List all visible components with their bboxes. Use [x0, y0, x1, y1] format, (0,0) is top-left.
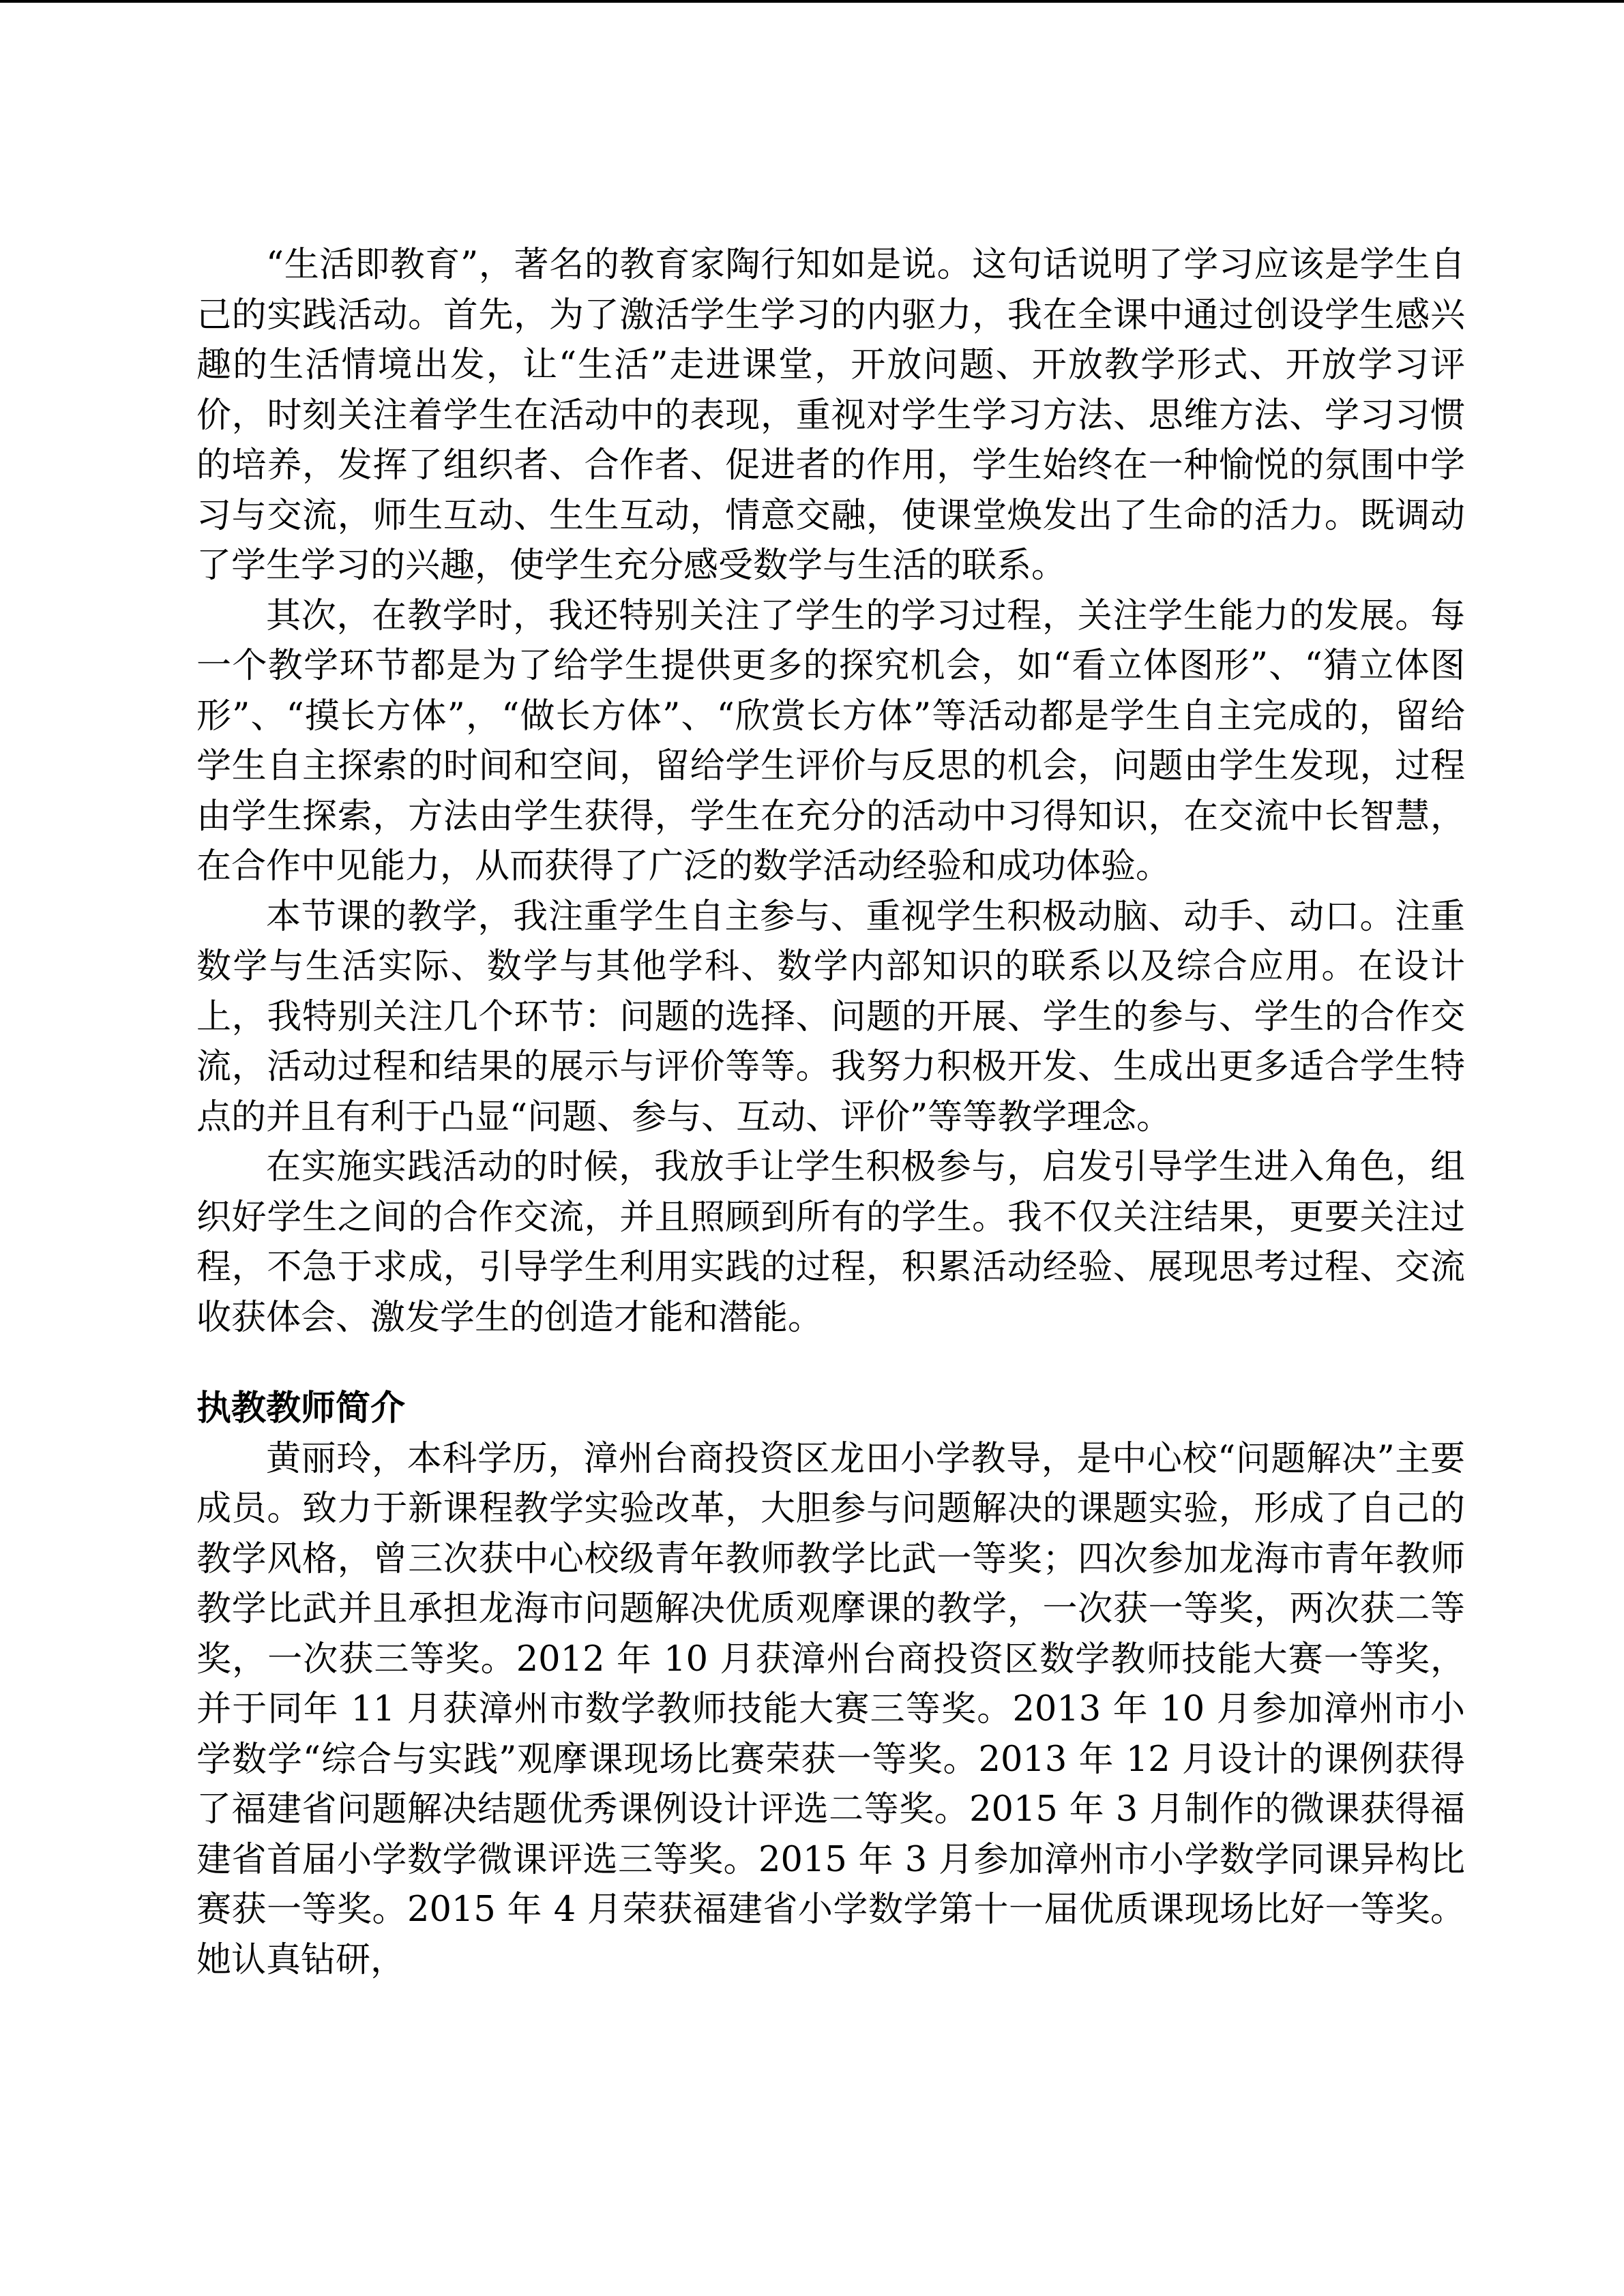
top-border-rule: [0, 0, 1624, 3]
reflection-paragraph-1: “生活即教育”，著名的教育家陶行知如是说。这句话说明了学习应该是学生自己的实践活动。首先，为了激活学生学习的内驱力，我在全课中通过创设学生感兴趣的生活情境出发，让“生活”走进课堂，开放问题、开放教学形式、开放学习评价，时刻关注着学生在活动中的表现，重视对学生学习方法、思维方法、学习习惯的培养，发挥了组织者、合作者、促进者的作用，学生始终在一种愉悦的氛围中学习与交流，师生互动、生生互动，情意交融，使课堂焕发出了生命的活力。既调动了学生学习的兴趣，使学生充分感受数学与生活的联系。: [196, 245, 1465, 586]
document-body: [196, 240, 1465, 1985]
teacher-intro-heading: 执教教师简介: [196, 1388, 406, 1429]
teacher-intro-paragraph: 黄丽玲，本科学历，漳州台商投资区龙田小学教导，是中心校“问题解决”主要成员。致力于新课程教学实验改革，大胆参与问题解决的课题实验，形成了自己的教学风格，曾三次获中心校级青年教师教学比武一等奖；四次参加龙海市青年教师教学比武并且承担龙海市问题解决优质观摩课的教学，一次获一等奖，两次获二等奖，一次获三等奖。2012 年 10 月获漳州台商投资区数学教师技能大赛一等奖，并于同年 11 月获漳州市数学教师技能大赛三等奖。2013 年 10 月参加漳州市小学数学“综合与实践”观摩课现场比赛荣获一等奖。2013 年 12 月设计的课例获得了福建省问题解决结题优秀课例设计评选二等奖。2015 年 3 月制作的微课获得福建省首届小学数学微课评选三等奖。2015 年 3 月参加漳州市小学数学同课异构比赛获一等奖。2015 年 4 月荣获福建省小学数学第十一届优质课现场比好一等奖。她认真钻研，: [196, 1438, 1465, 1980]
reflection-paragraph-3: 本节课的教学，我注重学生自主参与、重视学生积极动脑、动手、动口。注重数学与生活实际、数学与其他学科、数学内部知识的联系以及综合应用。在设计上，我特别关注几个环节：问题的选择、问题的开展、学生的参与、学生的合作交流，活动过程和结果的展示与评价等等。我努力积极开发、生成出更多适合学生特点的并且有利于凸显“问题、参与、互动、评价”等等教学理念。: [196, 896, 1465, 1137]
reflection-section: [196, 240, 1465, 1343]
section-spacer: [196, 1343, 1465, 1384]
reflection-paragraph-4: 在实施实践活动的时候，我放手让学生积极参与，启发引导学生进入角色，组织好学生之间的合作交流，并且照顾到所有的学生。我不仅关注结果，更要关注过程，不急于求成，引导学生利用实践的过程，积累活动经验、展现思考过程、交流收获体会、激发学生的创造才能和潜能。: [196, 1147, 1465, 1338]
teacher-intro-section: [196, 1384, 1465, 1985]
reflection-paragraph-2: 其次，在教学时，我还特别关注了学生的学习过程，关注学生能力的发展。每一个教学环节都是为了给学生提供更多的探究机会，如“看立体图形”、“猜立体图形”、“摸长方体”，“做长方体”、“欣赏长方体”等活动都是学生自主完成的，留给学生自主探索的时间和空间，留给学生评价与反思的机会，问题由学生发现，过程由学生探索，方法由学生获得，学生在充分的活动中习得知识，在交流中长智慧，在合作中见能力，从而获得了广泛的数学活动经验和成功体验。: [196, 595, 1465, 886]
